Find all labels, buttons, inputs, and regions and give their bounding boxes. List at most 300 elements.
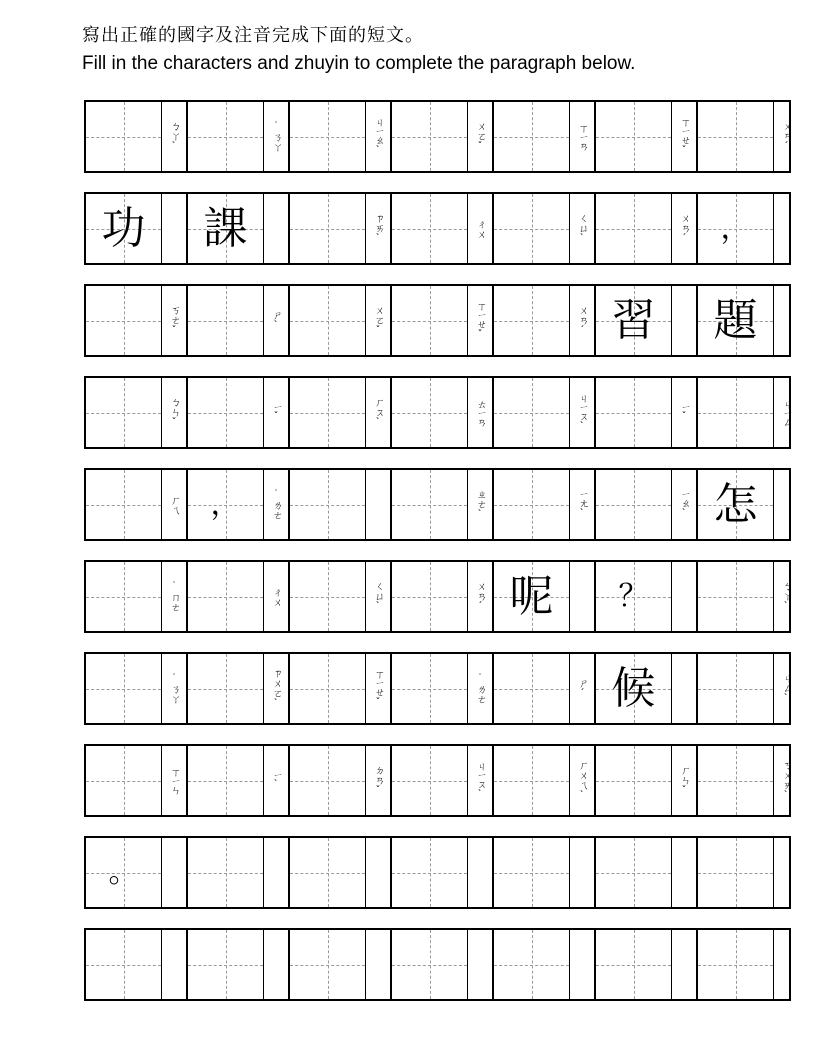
- grid-cell[interactable]: [290, 378, 392, 447]
- character-text: [290, 378, 365, 447]
- grid-cell[interactable]: [290, 838, 392, 907]
- zhuyin-box[interactable]: [671, 838, 696, 907]
- character-text: [698, 746, 773, 815]
- zhuyin-text: ㄑㄩˋ: [576, 213, 588, 244]
- character-box[interactable]: [494, 378, 569, 447]
- zhuyin-box[interactable]: [263, 470, 288, 539]
- writing-grid: [84, 100, 791, 1020]
- zhuyin-box[interactable]: [161, 654, 186, 723]
- character-box[interactable]: [698, 746, 773, 815]
- grid-cell[interactable]: [290, 470, 392, 539]
- character-box[interactable]: [392, 930, 467, 999]
- zhuyin-box[interactable]: [773, 746, 798, 815]
- zhuyin-box[interactable]: [161, 838, 186, 907]
- character-text: [698, 102, 773, 171]
- grid-cell[interactable]: [392, 562, 494, 631]
- grid-cell[interactable]: [290, 102, 392, 171]
- grid-row: [84, 468, 791, 541]
- character-box[interactable]: [86, 286, 161, 355]
- grid-cell[interactable]: [494, 838, 596, 907]
- grid-cell[interactable]: [86, 654, 188, 723]
- zhuyin-box[interactable]: [467, 654, 492, 723]
- zhuyin-text: ㄕˊ: [576, 678, 588, 699]
- zhuyin-box[interactable]: [671, 286, 696, 355]
- zhuyin-text: ˙ㄌㄜ: [270, 489, 282, 520]
- character-box[interactable]: [392, 378, 467, 447]
- character-box[interactable]: [698, 562, 773, 631]
- character-box[interactable]: [494, 470, 569, 539]
- zhuyin-box[interactable]: [671, 102, 696, 171]
- character-box[interactable]: [698, 378, 773, 447]
- zhuyin-box[interactable]: [365, 930, 390, 999]
- grid-cell[interactable]: [392, 194, 494, 263]
- character-box[interactable]: [86, 838, 161, 907]
- character-box[interactable]: [494, 286, 569, 355]
- grid-cell[interactable]: [392, 654, 494, 723]
- character-box[interactable]: [698, 654, 773, 723]
- character-box[interactable]: [86, 654, 161, 723]
- character-box[interactable]: [188, 378, 263, 447]
- zhuyin-box[interactable]: [569, 562, 594, 631]
- zhuyin-box[interactable]: [467, 838, 492, 907]
- zhuyin-box[interactable]: [161, 378, 186, 447]
- character-box[interactable]: [392, 654, 467, 723]
- zhuyin-box[interactable]: [263, 102, 288, 171]
- grid-cell[interactable]: [596, 102, 698, 171]
- grid-cell[interactable]: [86, 102, 188, 171]
- character-text: ，: [210, 486, 241, 522]
- zhuyin-text: ㄗㄨㄛˋ: [270, 668, 282, 709]
- zhuyin-box[interactable]: [365, 746, 390, 815]
- zhuyin-box[interactable]: [773, 194, 798, 263]
- character-box[interactable]: [596, 102, 671, 171]
- grid-cell[interactable]: [494, 194, 596, 263]
- character-text: [392, 102, 467, 171]
- zhuyin-box[interactable]: [467, 562, 492, 631]
- character-box[interactable]: [290, 746, 365, 815]
- zhuyin-box[interactable]: [569, 930, 594, 999]
- grid-cell[interactable]: [698, 102, 798, 171]
- grid-cell[interactable]: [698, 194, 798, 263]
- character-box[interactable]: [86, 562, 161, 631]
- character-text: [596, 102, 671, 171]
- character-text: [188, 746, 263, 815]
- character-text: [596, 470, 671, 539]
- zhuyin-box[interactable]: [263, 838, 288, 907]
- grid-cell[interactable]: [392, 102, 494, 171]
- grid-row: [84, 744, 791, 817]
- character-box[interactable]: [290, 654, 365, 723]
- grid-cell[interactable]: [698, 470, 798, 539]
- zhuyin-box[interactable]: [263, 746, 288, 815]
- character-box[interactable]: [392, 470, 467, 539]
- grid-cell[interactable]: [86, 470, 188, 539]
- grid-cell[interactable]: [698, 838, 798, 907]
- zhuyin-box[interactable]: [365, 102, 390, 171]
- grid-cell[interactable]: [596, 746, 698, 815]
- zhuyin-text: ㄏㄣˇ: [678, 765, 690, 796]
- character-text: [392, 746, 467, 815]
- zhuyin-box[interactable]: [161, 562, 186, 631]
- zhuyin-text: ㄅㄚˋ: [780, 581, 792, 612]
- zhuyin-box[interactable]: [263, 378, 288, 447]
- grid-row: [84, 376, 791, 449]
- grid-cell[interactable]: [596, 470, 698, 539]
- grid-row: [84, 928, 791, 1001]
- zhuyin-box[interactable]: [263, 562, 288, 631]
- zhuyin-box[interactable]: [365, 194, 390, 263]
- grid-cell[interactable]: [188, 838, 290, 907]
- character-box[interactable]: [392, 838, 467, 907]
- zhuyin-box[interactable]: [671, 930, 696, 999]
- character-text: [188, 378, 263, 447]
- zhuyin-box[interactable]: [569, 286, 594, 355]
- zhuyin-box[interactable]: [161, 194, 186, 263]
- character-box[interactable]: [290, 194, 365, 263]
- character-box[interactable]: [290, 470, 365, 539]
- character-text: 呢: [509, 570, 554, 622]
- character-text: ？: [618, 578, 649, 614]
- character-text: [290, 654, 365, 723]
- character-text: [86, 102, 161, 171]
- character-text: [392, 654, 467, 723]
- character-text: [290, 194, 365, 263]
- grid-cell[interactable]: [392, 930, 494, 999]
- character-text: [494, 654, 569, 723]
- character-box[interactable]: [494, 194, 569, 263]
- character-text: [494, 930, 569, 999]
- character-text: [494, 102, 569, 171]
- zhuyin-box[interactable]: [263, 286, 288, 355]
- zhuyin-text: ㄧㄤˋ: [576, 490, 588, 519]
- grid-cell[interactable]: [494, 286, 596, 355]
- character-box[interactable]: [698, 194, 773, 263]
- character-text: [392, 838, 467, 907]
- zhuyin-text: ˙ㄌㄜ: [474, 673, 486, 704]
- grid-cell[interactable]: [698, 286, 798, 355]
- character-box[interactable]: [698, 838, 773, 907]
- character-box[interactable]: [698, 102, 773, 171]
- character-box[interactable]: [596, 470, 671, 539]
- zhuyin-box[interactable]: [773, 102, 798, 171]
- grid-cell[interactable]: [596, 378, 698, 447]
- instructions-english: Fill in the characters and zhuyin to complete the paragraph below.: [82, 53, 636, 74]
- zhuyin-text: ㄗㄞˋ: [372, 213, 384, 244]
- zhuyin-box[interactable]: [365, 378, 390, 447]
- character-text: 怎: [713, 478, 758, 530]
- grid-cell[interactable]: [392, 470, 494, 539]
- grid-cell[interactable]: [494, 378, 596, 447]
- zhuyin-box[interactable]: [467, 746, 492, 815]
- grid-cell[interactable]: [290, 562, 392, 631]
- zhuyin-box[interactable]: [365, 562, 390, 631]
- character-text: [494, 746, 569, 815]
- grid-cell[interactable]: [290, 746, 392, 815]
- character-box[interactable]: [86, 102, 161, 171]
- zhuyin-box[interactable]: [569, 102, 594, 171]
- character-box[interactable]: [392, 194, 467, 263]
- zhuyin-box[interactable]: [773, 378, 798, 447]
- zhuyin-box[interactable]: [263, 930, 288, 999]
- grid-cell[interactable]: [290, 194, 392, 263]
- grid-cell[interactable]: [86, 286, 188, 355]
- character-box[interactable]: [188, 286, 263, 355]
- character-text: [494, 194, 569, 263]
- grid-cell[interactable]: [392, 378, 494, 447]
- zhuyin-box[interactable]: [671, 654, 696, 723]
- grid-cell[interactable]: [188, 930, 290, 999]
- character-box[interactable]: [188, 930, 263, 999]
- character-text: [86, 378, 161, 447]
- character-box[interactable]: [188, 746, 263, 815]
- zhuyin-box[interactable]: [773, 470, 798, 539]
- zhuyin-text: ㄒㄧㄝˇ: [678, 117, 690, 156]
- character-box[interactable]: [494, 838, 569, 907]
- grid-cell[interactable]: [494, 470, 596, 539]
- character-box[interactable]: [86, 470, 161, 539]
- zhuyin-box[interactable]: [569, 654, 594, 723]
- character-box[interactable]: [392, 102, 467, 171]
- grid-cell[interactable]: [698, 378, 798, 447]
- grid-cell[interactable]: [188, 102, 290, 171]
- grid-cell[interactable]: [290, 930, 392, 999]
- zhuyin-box[interactable]: [161, 470, 186, 539]
- character-text: [596, 838, 671, 907]
- zhuyin-text: ㄒㄧㄢ: [576, 122, 588, 151]
- grid-cell[interactable]: [392, 286, 494, 355]
- character-box[interactable]: [392, 286, 467, 355]
- character-box[interactable]: [392, 562, 467, 631]
- zhuyin-text: ㄊㄧㄢ: [474, 398, 486, 427]
- zhuyin-box[interactable]: [467, 378, 492, 447]
- character-text: [698, 838, 773, 907]
- grid-cell[interactable]: [698, 746, 798, 815]
- character-box[interactable]: [494, 930, 569, 999]
- character-text: 習: [611, 294, 656, 346]
- zhuyin-text: ㄧˇ: [270, 403, 282, 422]
- grid-row: [84, 192, 791, 265]
- zhuyin-text: ㄓㄜˋ: [474, 489, 486, 520]
- character-box[interactable]: [290, 838, 365, 907]
- grid-cell[interactable]: [596, 562, 698, 631]
- grid-cell[interactable]: [494, 746, 596, 815]
- character-box[interactable]: [494, 562, 569, 631]
- character-box[interactable]: [188, 654, 263, 723]
- grid-cell[interactable]: [86, 746, 188, 815]
- zhuyin-box[interactable]: [365, 654, 390, 723]
- grid-cell[interactable]: [698, 930, 798, 999]
- grid-cell[interactable]: [596, 838, 698, 907]
- zhuyin-box[interactable]: [365, 838, 390, 907]
- character-text: [290, 286, 365, 355]
- instructions-chinese: 寫出正確的國字及注音完成下面的短文。: [82, 25, 424, 46]
- character-box[interactable]: [86, 194, 161, 263]
- grid-cell[interactable]: [392, 746, 494, 815]
- character-box[interactable]: [494, 102, 569, 171]
- grid-cell[interactable]: [188, 562, 290, 631]
- zhuyin-box[interactable]: [773, 286, 798, 355]
- grid-cell[interactable]: [188, 746, 290, 815]
- zhuyin-text: ㄔㄨ: [270, 586, 282, 607]
- zhuyin-text: ㄨㄢˊ: [780, 121, 792, 152]
- zhuyin-text: ㄅㄣˇ: [168, 397, 180, 428]
- zhuyin-text: ㄉㄢˇ: [372, 765, 384, 796]
- character-text: [698, 654, 773, 723]
- zhuyin-box[interactable]: [569, 194, 594, 263]
- zhuyin-text: ㄨㄢˊ: [474, 581, 486, 612]
- character-text: [494, 378, 569, 447]
- grid-cell[interactable]: [86, 930, 188, 999]
- character-box[interactable]: [290, 930, 365, 999]
- character-box[interactable]: [188, 838, 263, 907]
- zhuyin-box[interactable]: [467, 194, 492, 263]
- character-text: [86, 746, 161, 815]
- zhuyin-box[interactable]: [365, 470, 390, 539]
- character-text: [188, 286, 263, 355]
- character-box[interactable]: [290, 378, 365, 447]
- character-box[interactable]: [86, 378, 161, 447]
- character-box[interactable]: [698, 930, 773, 999]
- zhuyin-box[interactable]: [365, 286, 390, 355]
- grid-cell[interactable]: [698, 654, 798, 723]
- grid-cell[interactable]: [392, 838, 494, 907]
- grid-cell[interactable]: [86, 194, 188, 263]
- zhuyin-box[interactable]: [467, 470, 492, 539]
- zhuyin-box[interactable]: [161, 102, 186, 171]
- character-box[interactable]: [698, 470, 773, 539]
- zhuyin-box[interactable]: [467, 930, 492, 999]
- grid-row: [84, 652, 791, 725]
- character-box[interactable]: [188, 470, 263, 539]
- character-text: [290, 470, 365, 539]
- character-box[interactable]: [596, 746, 671, 815]
- grid-cell[interactable]: [596, 654, 698, 723]
- character-box[interactable]: [596, 194, 671, 263]
- character-text: [392, 562, 467, 631]
- character-box[interactable]: [188, 194, 263, 263]
- character-box[interactable]: [86, 746, 161, 815]
- grid-cell[interactable]: [596, 194, 698, 263]
- zhuyin-box[interactable]: [773, 838, 798, 907]
- zhuyin-box[interactable]: [671, 746, 696, 815]
- grid-row: [84, 284, 791, 357]
- character-text: [392, 378, 467, 447]
- zhuyin-text: ㄎㄜˇ: [168, 305, 180, 336]
- zhuyin-box[interactable]: [569, 470, 594, 539]
- zhuyin-box[interactable]: [467, 286, 492, 355]
- zhuyin-box[interactable]: [773, 562, 798, 631]
- zhuyin-text: ㄐㄧㄠˋ: [372, 117, 384, 156]
- zhuyin-text: ㄧˋ: [270, 771, 282, 790]
- zhuyin-text: ㄨㄛˇ: [372, 305, 384, 336]
- zhuyin-text: ㄧㄠˋ: [678, 490, 690, 519]
- grid-cell[interactable]: [188, 378, 290, 447]
- grid-cell[interactable]: [86, 838, 188, 907]
- character-box[interactable]: [290, 562, 365, 631]
- character-box[interactable]: [698, 286, 773, 355]
- zhuyin-box[interactable]: [569, 378, 594, 447]
- character-text: 功: [101, 202, 146, 254]
- character-text: 候: [611, 662, 656, 714]
- grid-cell[interactable]: [188, 654, 290, 723]
- zhuyin-text: ㄐㄧㄡˋ: [474, 761, 486, 800]
- character-text: 題: [713, 294, 758, 346]
- character-box[interactable]: [596, 286, 671, 355]
- character-box[interactable]: [596, 562, 671, 631]
- character-text: [698, 562, 773, 631]
- grid-cell[interactable]: [494, 562, 596, 631]
- zhuyin-text: ㄨㄛˇ: [474, 121, 486, 152]
- zhuyin-box[interactable]: [569, 746, 594, 815]
- character-box[interactable]: [392, 746, 467, 815]
- character-text: ，: [720, 210, 751, 246]
- character-text: [698, 378, 773, 447]
- character-box[interactable]: [596, 378, 671, 447]
- character-box[interactable]: [494, 746, 569, 815]
- zhuyin-text: ㄔㄨ: [474, 218, 486, 239]
- zhuyin-text: ㄕˋ: [270, 310, 282, 331]
- zhuyin-box[interactable]: [467, 102, 492, 171]
- grid-cell[interactable]: [596, 930, 698, 999]
- zhuyin-box[interactable]: [773, 930, 798, 999]
- character-box[interactable]: [188, 102, 263, 171]
- character-box[interactable]: [596, 930, 671, 999]
- grid-cell[interactable]: [698, 562, 798, 631]
- character-text: 課: [203, 202, 248, 254]
- character-text: [86, 930, 161, 999]
- zhuyin-box[interactable]: [161, 286, 186, 355]
- grid-cell[interactable]: [188, 194, 290, 263]
- grid-row: [84, 560, 791, 633]
- zhuyin-box[interactable]: [263, 194, 288, 263]
- zhuyin-box[interactable]: [161, 930, 186, 999]
- character-box[interactable]: [188, 562, 263, 631]
- character-box[interactable]: [290, 286, 365, 355]
- character-box[interactable]: [86, 930, 161, 999]
- grid-cell[interactable]: [290, 286, 392, 355]
- zhuyin-box[interactable]: [671, 562, 696, 631]
- zhuyin-box[interactable]: [671, 470, 696, 539]
- character-box[interactable]: [596, 654, 671, 723]
- grid-cell[interactable]: [188, 286, 290, 355]
- grid-cell[interactable]: [86, 378, 188, 447]
- character-box[interactable]: [494, 654, 569, 723]
- zhuyin-box[interactable]: [773, 654, 798, 723]
- grid-cell[interactable]: [290, 654, 392, 723]
- zhuyin-box[interactable]: [161, 746, 186, 815]
- grid-cell[interactable]: [86, 562, 188, 631]
- grid-row: [84, 100, 791, 173]
- zhuyin-text: ㄅㄚˋ: [168, 121, 180, 152]
- character-box[interactable]: [290, 102, 365, 171]
- zhuyin-text: ㄏㄟ: [168, 494, 180, 515]
- character-text: [596, 194, 671, 263]
- zhuyin-text: ㄏㄡˋ: [372, 397, 384, 428]
- grid-cell[interactable]: [494, 102, 596, 171]
- character-text: [392, 930, 467, 999]
- grid-cell[interactable]: [596, 286, 698, 355]
- zhuyin-box[interactable]: [569, 838, 594, 907]
- zhuyin-box[interactable]: [263, 654, 288, 723]
- character-box[interactable]: [596, 838, 671, 907]
- zhuyin-text: ㄒㄧㄝˇ: [372, 669, 384, 708]
- grid-cell[interactable]: [188, 470, 290, 539]
- character-text: [290, 102, 365, 171]
- zhuyin-box[interactable]: [671, 378, 696, 447]
- grid-cell[interactable]: [494, 930, 596, 999]
- zhuyin-box[interactable]: [671, 194, 696, 263]
- grid-cell[interactable]: [494, 654, 596, 723]
